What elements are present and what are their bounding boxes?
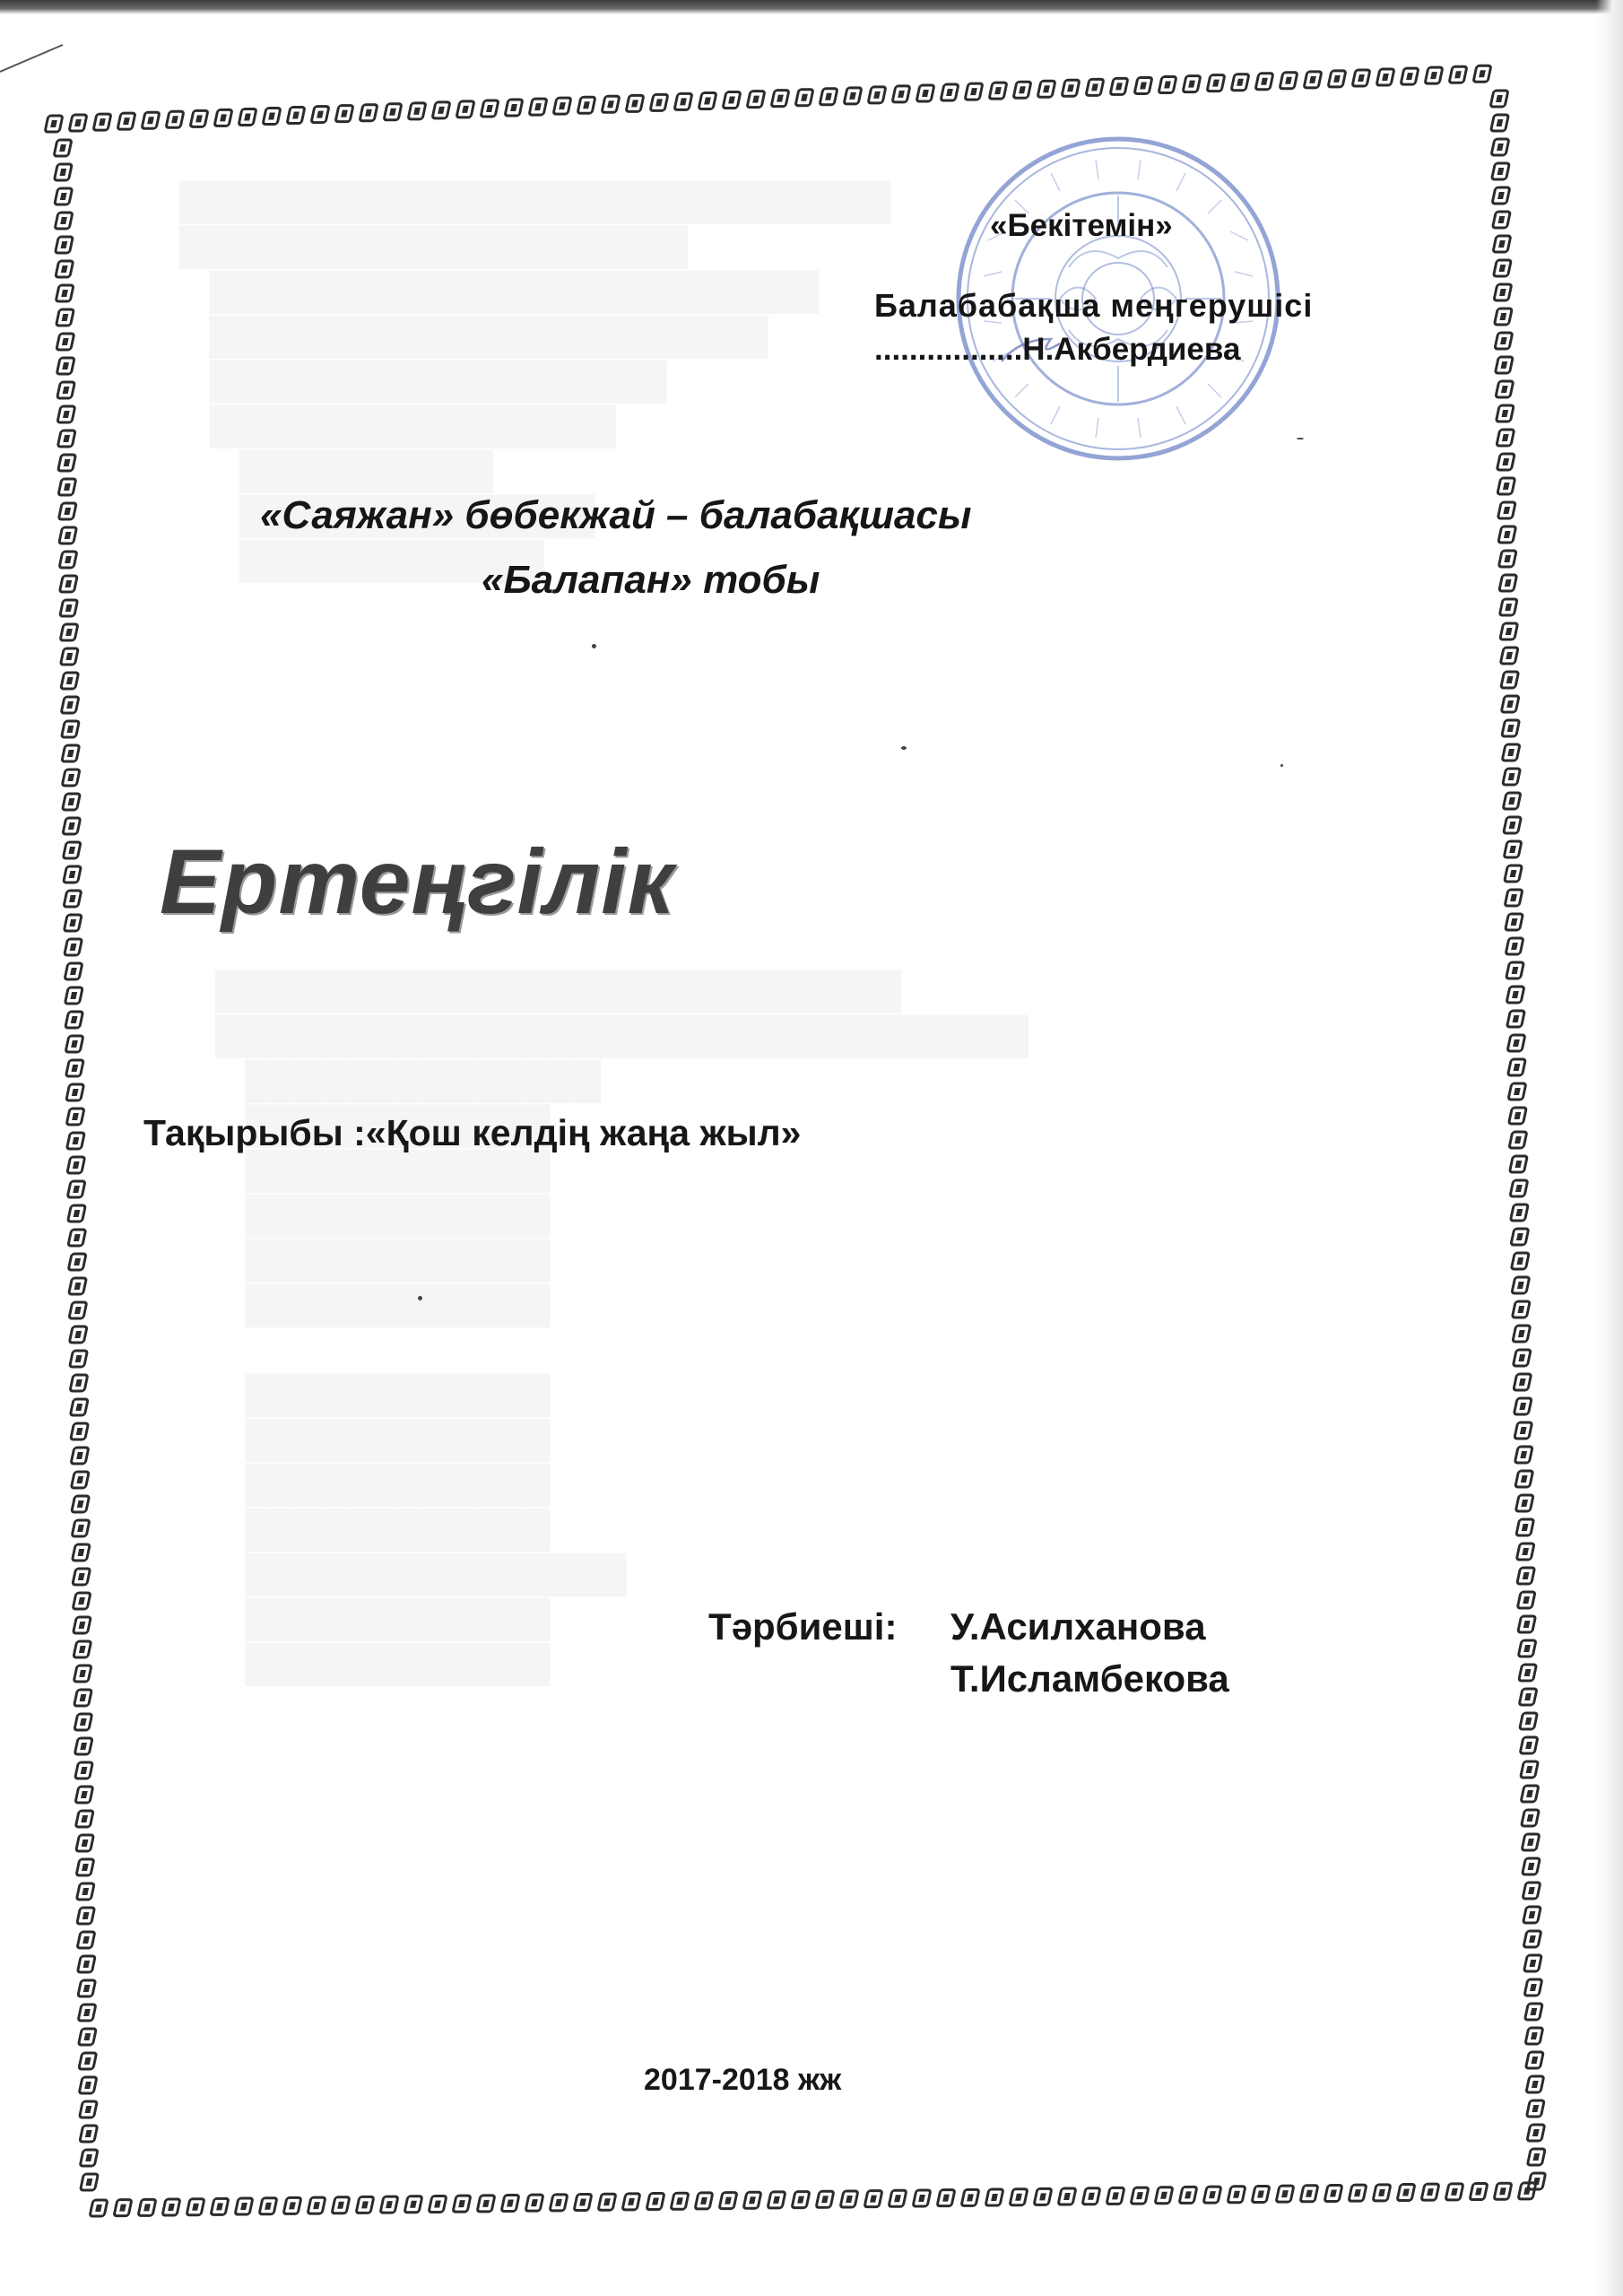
group-name: «Балапан» тобы <box>482 558 820 602</box>
scan-speck <box>1297 438 1304 439</box>
teacher-label: Тәрбиеші: <box>708 1605 898 1648</box>
approval-signature-line: .................Н.Акбердиева <box>874 332 1241 367</box>
kindergarten-name: «Саяжан» бөбекжай – балабақшасы <box>260 493 972 537</box>
approval-role: Балабабақша меңгерушісі <box>874 287 1314 324</box>
event-topic: Тақырыбы :«Қош келдің жаңа жыл» <box>143 1112 802 1153</box>
scan-speck <box>592 644 596 648</box>
teacher-name: У.Асилханова <box>950 1605 1206 1648</box>
scan-speck <box>901 746 907 750</box>
scan-speck <box>418 1296 422 1300</box>
academic-year: 2017-2018 жж <box>644 2063 842 2097</box>
event-title: Ертеңгілік <box>160 831 675 933</box>
teacher-name: Т.Исламбекова <box>950 1657 1229 1700</box>
approval-title: «Бекітемін» <box>990 208 1173 243</box>
scan-speck <box>1280 764 1283 767</box>
